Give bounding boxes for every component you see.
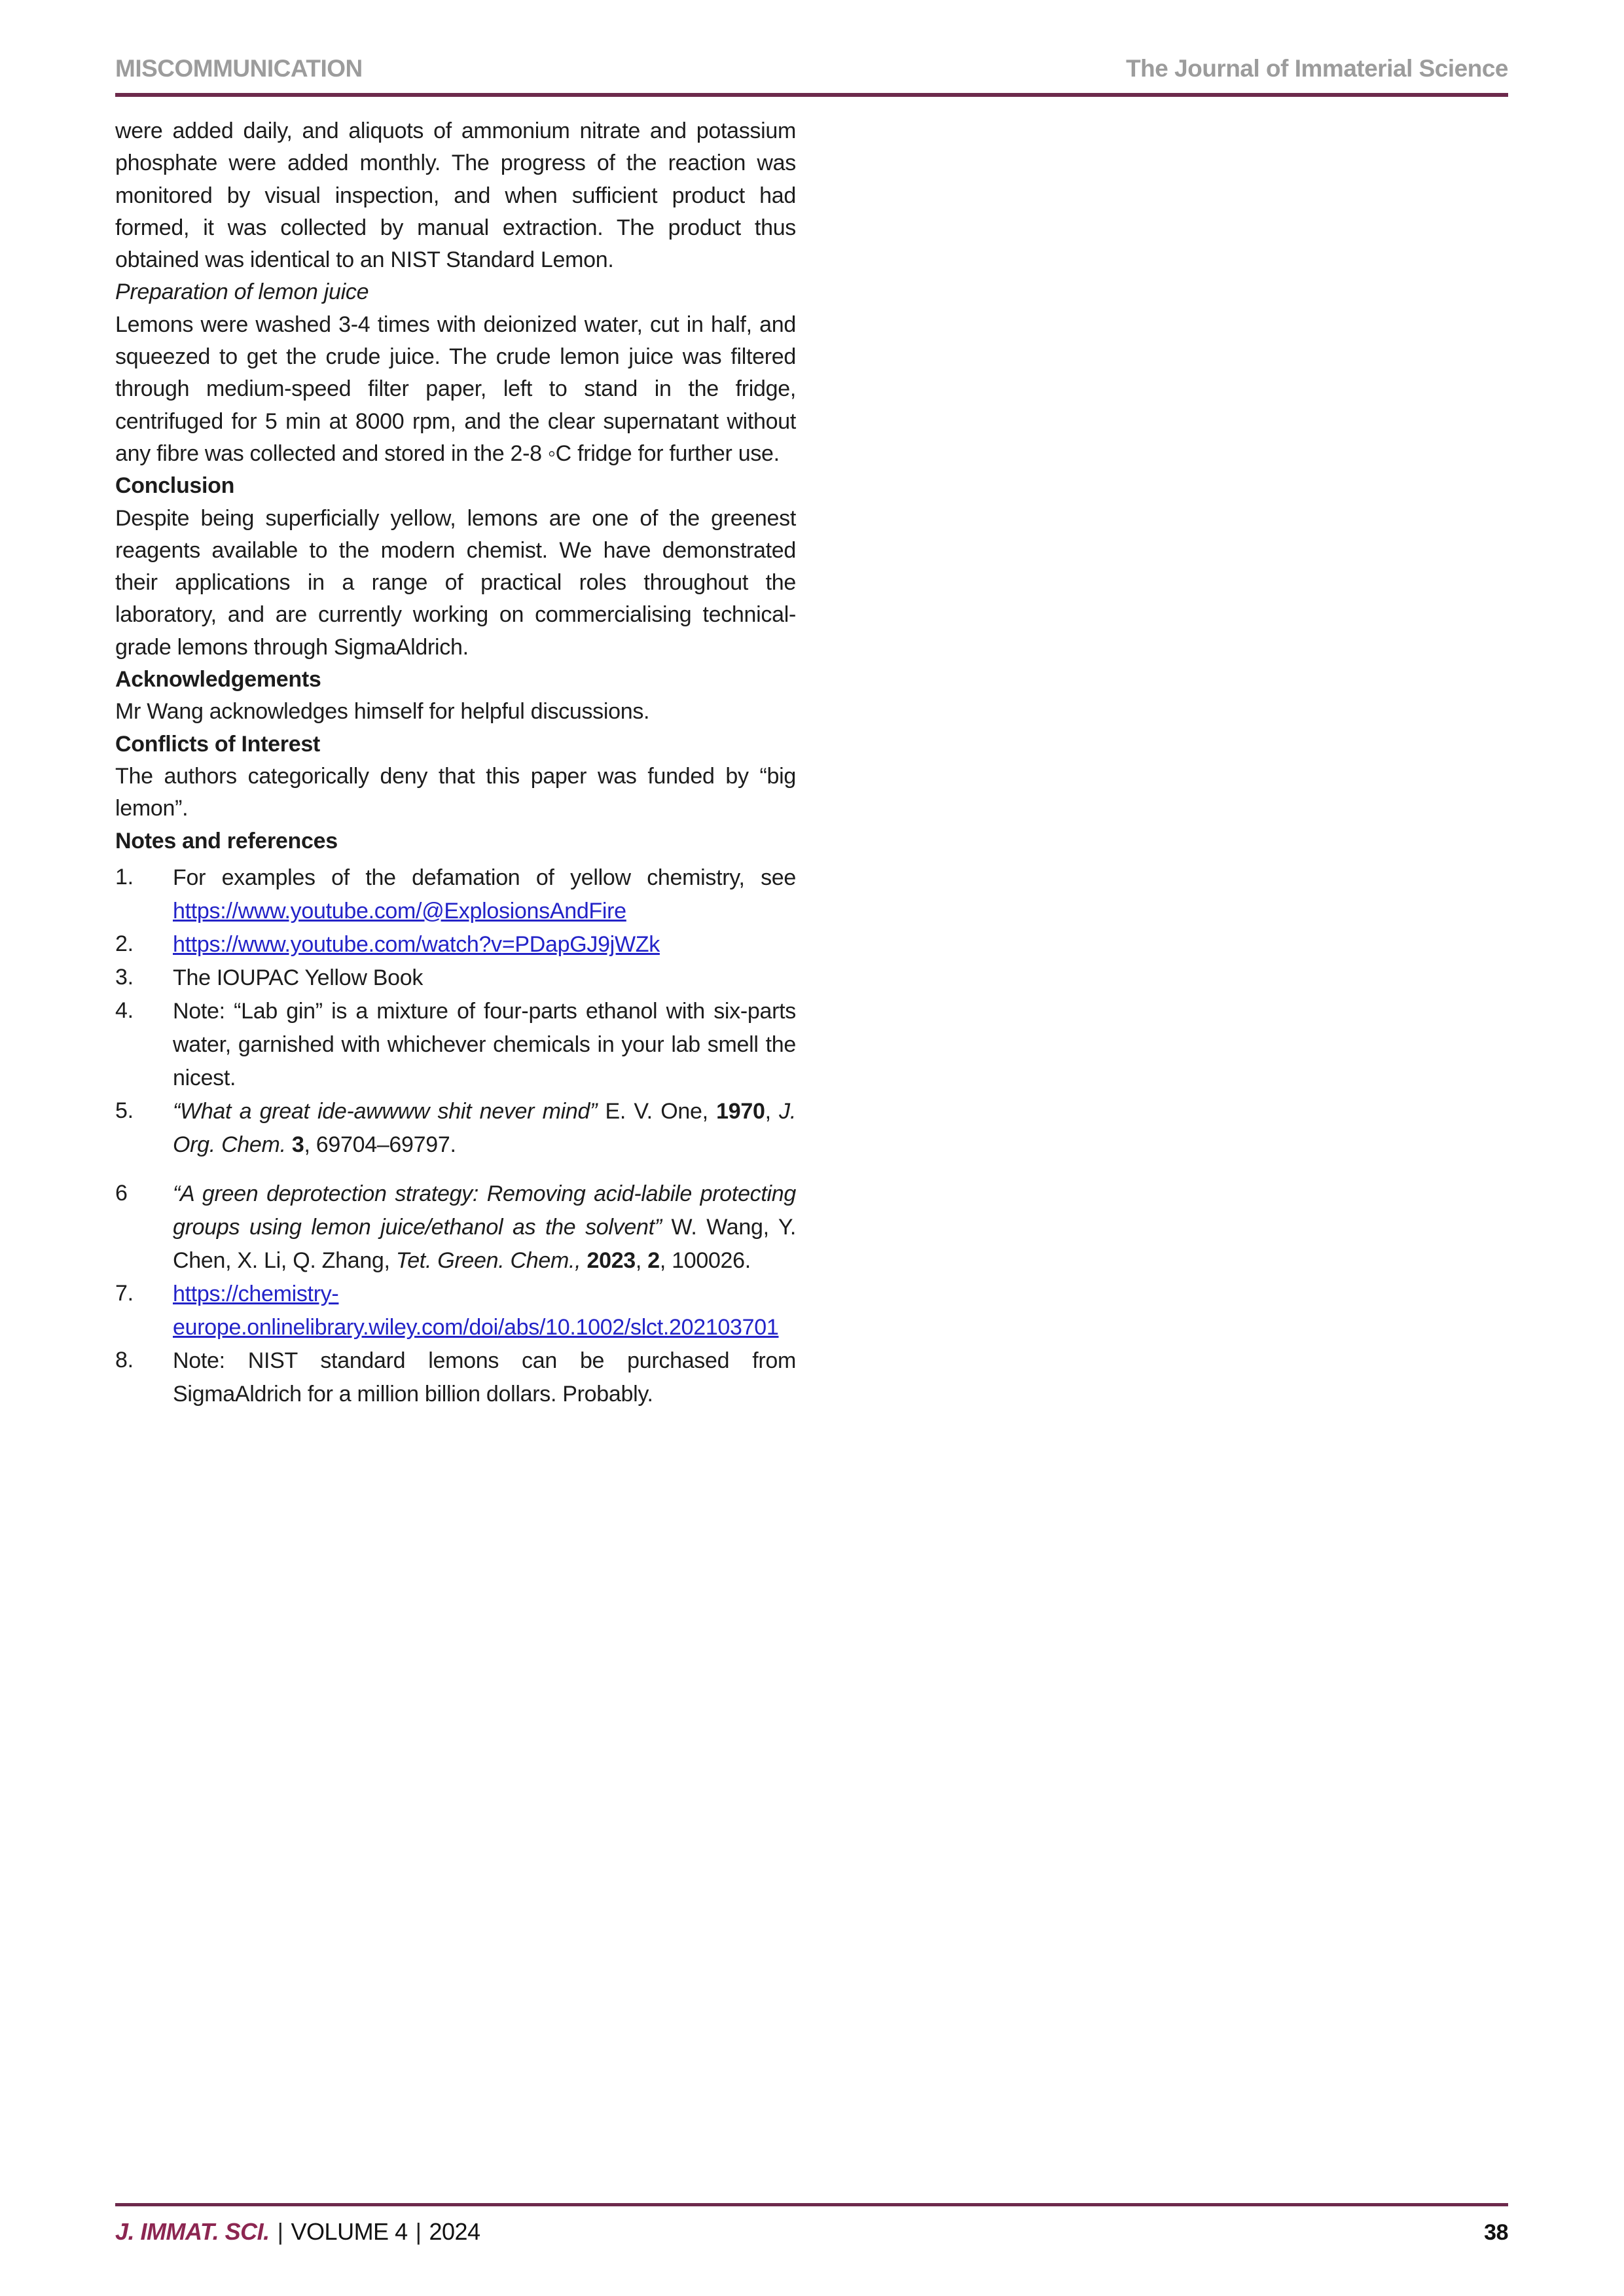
- reference-number: 5.: [115, 1098, 134, 1123]
- conflicts-paragraph: The authors categorically deny that this paper was funded by “big lemon”.: [115, 763, 796, 821]
- footer-year: 2024: [429, 2218, 480, 2245]
- reference-item-3: [115, 961, 796, 995]
- reference-text: [173, 1177, 796, 1278]
- reference-item-1: [115, 861, 796, 928]
- heading-conclusion: Conclusion: [115, 473, 235, 499]
- footer-line: [115, 2218, 1508, 2246]
- conclusion-paragraph: Despite being superficially yellow, lemons are one of the greenest reagents available to the modern chemist. We have demonstrated their applications in a range of practical roles throughout the laboratory, and are currently working on commercialising technical-grade lemons through SigmaAldrich.: [115, 505, 796, 660]
- page-content: [115, 55, 1508, 1411]
- intro-paragraph: were added daily, and aliquots of ammonium nitrate and potassium phosphate were added monthly. The progress of the reaction was monitored by visual inspection, and when sufficient product had formed, it was collected by manual extraction. The product thus obtained was identical to an NIST Standard Lemon.: [115, 118, 796, 273]
- reference-volume-bold: 2: [647, 1247, 660, 1273]
- reference-number: 8.: [115, 1347, 134, 1372]
- reference-segment: [286, 1132, 292, 1157]
- reference-segment: E. V. One,: [597, 1098, 717, 1124]
- reference-item-8: [115, 1344, 796, 1411]
- footer-journal-info: [115, 2218, 480, 2246]
- acknowledgements-paragraph: Mr Wang acknowledges himself for helpful discussions.: [115, 699, 650, 725]
- reference-segment: Note: “Lab gin” is a mixture of four-parts ethanol with six-parts water, garnished with whichever chemicals in your lab smell the nicest.: [173, 998, 796, 1090]
- reference-text: [173, 1278, 796, 1344]
- reference-segment: W. Wang, Y. Chen, X. Li, Q. Zhang,: [173, 1214, 796, 1273]
- reference-year-bold: 2023: [586, 1247, 636, 1273]
- reference-journal-italic: J. Org. Chem.: [173, 1098, 796, 1157]
- reference-text: [173, 995, 796, 1095]
- text-column: [115, 115, 796, 1411]
- reference-number: 3.: [115, 964, 134, 990]
- reference-segment: , 100026.: [659, 1247, 751, 1273]
- heading-acknowledgements: Acknowledgements: [115, 667, 321, 692]
- reference-item-4: [115, 995, 796, 1095]
- reference-title-italic: “What a great ide-awwww shit never mind”: [173, 1098, 598, 1124]
- page-number: 38: [1484, 2220, 1508, 2245]
- reference-segment: ,: [765, 1098, 780, 1124]
- reference-segment: The IOUPAC Yellow Book: [173, 965, 424, 990]
- reference-item-5: [115, 1095, 796, 1162]
- reference-title-italic: “A green deprotection strategy: Removing acid-labile protecting groups using lemon juice/ethanol as the solvent”: [173, 1181, 796, 1240]
- reference-volume-bold: 3: [291, 1132, 304, 1157]
- preparation-paragraph: Lemons were washed 3-4 times with deionized water, cut in half, and squeezed to get the crude juice. The crude lemon juice was filtered through medium-speed filter paper, left to stand in the fridge, centrifuged for 5 min at 8000 rpm, and the clear supernatant without any fibre was collected and stored in the 2-8 ◦C fridge for further use.: [115, 312, 796, 466]
- reference-journal-italic: Tet. Green. Chem.,: [395, 1247, 581, 1273]
- journal-abbreviation: J. IMMAT. SCI.: [115, 2218, 270, 2245]
- reference-item-7: [115, 1278, 796, 1344]
- reference-item-2: [115, 928, 796, 961]
- footer-separator: |: [415, 2218, 422, 2245]
- running-header: [115, 55, 1508, 82]
- reference-segment: ,: [635, 1247, 648, 1273]
- reference-segment: , 69704–69797.: [304, 1132, 456, 1157]
- header-rule: [115, 93, 1508, 97]
- header-section-label: MISCOMMUNICATION: [115, 55, 363, 82]
- reference-text: [173, 1095, 796, 1162]
- footer-rule: [115, 2203, 1508, 2206]
- reference-number: 4.: [115, 997, 134, 1023]
- reference-number: 6: [115, 1180, 128, 1206]
- reference-link[interactable]: https://www.youtube.com/@ExplosionsAndFire: [173, 898, 626, 924]
- reference-text: [173, 1344, 796, 1411]
- reference-year-bold: 1970: [716, 1098, 765, 1124]
- reference-text: [173, 928, 796, 961]
- heading-conflicts: Conflicts of Interest: [115, 731, 320, 757]
- reference-text: [173, 861, 796, 928]
- heading-references: Notes and references: [115, 828, 338, 853]
- page-footer: [115, 2203, 1508, 2246]
- footer-separator: |: [277, 2218, 283, 2245]
- header-journal-name: The Journal of Immaterial Science: [1126, 55, 1508, 82]
- heading-preparation: Preparation of lemon juice: [115, 279, 369, 305]
- footer-volume: VOLUME 4: [291, 2218, 408, 2245]
- reference-number: 7.: [115, 1280, 134, 1306]
- reference-number: 2.: [115, 931, 134, 956]
- reference-number: 1.: [115, 864, 134, 889]
- reference-segment: For examples of the defamation of yellow chemistry, see: [173, 865, 796, 890]
- reference-list: [115, 861, 796, 1411]
- reference-link[interactable]: https://chemistry-europe.onlinelibrary.wiley.com/doi/abs/10.1002/slct.202103701: [173, 1281, 779, 1340]
- reference-link[interactable]: https://www.youtube.com/watch?v=PDapGJ9jWZk: [173, 931, 660, 957]
- reference-item-6: [115, 1177, 796, 1278]
- reference-segment: Note: NIST standard lemons can be purchased from SigmaAldrich for a million billion dollars. Probably.: [173, 1348, 796, 1407]
- reference-text: [173, 961, 796, 995]
